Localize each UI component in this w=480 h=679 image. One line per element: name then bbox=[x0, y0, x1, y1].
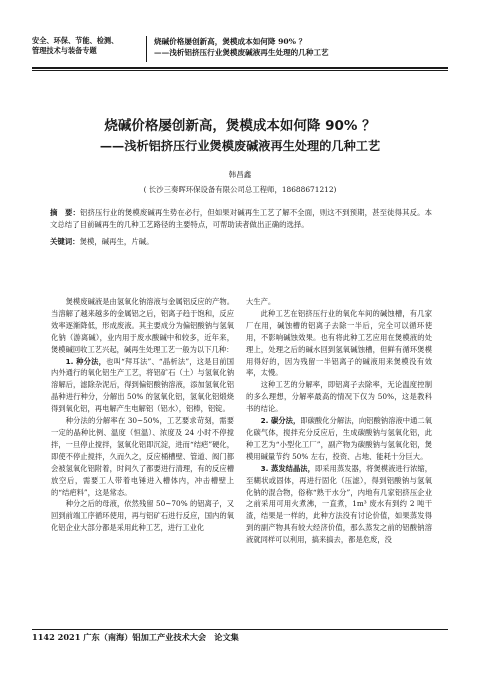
body-paragraph: 大生产。 bbox=[246, 297, 276, 306]
header-section-label bbox=[32, 36, 142, 56]
body-paragraph: 种分法的分解率在 30~50%，工艺要求苛刻，需要一定的晶种比例、温度（恒温）、浓度及 24 小时不停搅拌，一旦停止搅拌，氢氧化铝即沉淀，进而“结疤”硬化，即使不停止搅拌，久而久之，反应桶槽壁、管道、阀门都会被氢氧化铝附着，时间久了都要进行清理，有的反应槽放空后，需要工人带着电锤进入槽体内，冲击槽壁上的“结疤料”，这是常态。 bbox=[51, 416, 234, 497]
paper-subtitle: ——浅析铝挤压行业煲模废碱液再生处理的几种工艺 bbox=[99, 139, 381, 153]
page-footer: 1142 2021 广东（南海）铝加工产业技术大会 论文集 bbox=[32, 632, 239, 642]
body-paragraph: 煲模废碱液是由氢氧化钠溶液与金属铝反应的产物。当溶解了越来越多的金属铝之后，铝离子趋于饱和，反应效率逐渐降低，形成废液。其主要成分为偏铝酸钠与氢氧化钠（游离碱），业内用于废水酸碱中和较多，近年来，煲模碱回收工艺兴起，碱再生处理工艺一般为以下几种： bbox=[51, 297, 234, 354]
body-paragraph: 种分之后的母液，依然残留 50~70% 的铝离子，又回到前端工序循环使用，再与铝矿石进行反应，国内的氧化铝企业大部分都是采用此种工艺，进行工业化 bbox=[51, 499, 234, 533]
author-name: 韩昌鑫 bbox=[228, 170, 252, 179]
body-paragraph: 1. 种分法，也叫“拜耳法”、“晶析法”，这是目前国内外通行的氧化铝生产工艺，将铝矿石（土）与氢氧化钠溶解后，滤除杂泥后，得到偏铝酸钠溶液，添加氢氧化铝晶种进行种分，分解出 50% 的氢氧化铝，氢氧化铝煅烧得到氧化铝，再电解产生电解铝（铝水），铝棒，铝锭。 bbox=[51, 356, 234, 414]
header-section-line: 管理技术与装备专题 bbox=[32, 46, 97, 55]
author-affiliation: ( 长沙三奏晖环保设备有限公司总工程师，18688671212) bbox=[143, 185, 337, 194]
abstract bbox=[50, 207, 432, 231]
header-rule-thick bbox=[32, 67, 448, 69]
method-heading: 2. 碳分法， bbox=[260, 416, 301, 426]
keywords-text: 煲模，碱再生，片碱。 bbox=[79, 237, 154, 246]
header-divider bbox=[146, 36, 147, 62]
footer-rule bbox=[32, 629, 448, 630]
body-paragraph: 2. 碳分法，即碳酸化分解法，向铝酸钠溶液中通二氧化碳气体，搅拌充分反应后，生成碳酸钠与氢氧化铝，此种工艺为“小型化工厂”，副产物为碳酸钠与氢氧化铝，煲模用碱量节约 50% 左右，投资、占地、能耗十分巨大。 bbox=[246, 416, 432, 461]
running-header bbox=[32, 36, 448, 66]
header-section-line: 安全、环保、节能、检测、 bbox=[32, 36, 119, 45]
method-heading: 3. 蒸发结晶法， bbox=[260, 463, 315, 473]
header-rule-thin bbox=[32, 70, 448, 71]
method-heading: 1. 种分法， bbox=[65, 356, 107, 366]
header-title-line: ——浅析铝挤压行业煲模废碱液再生处理的几种工艺 bbox=[154, 48, 329, 57]
keywords bbox=[50, 236, 432, 248]
keywords-label: 关键词： bbox=[50, 237, 80, 246]
body-paragraph: 3. 蒸发结晶法，即采用蒸发器，将煲模液进行浓缩，至糊状或固体，再进行固化（压滤），得到铝酸钠与氢氧化钠的混合物，俗称“熟干水分”，内地有几家铝挤压企业之前采用可用火煮沸，一直煮，1m³ 废水有到约 2 吨干渣，结果是一样的，此种方法没有讨论价值，如果蒸发得到的副产物具有较大经济价值，那么蒸发之前的铝酸钠溶液就同样可以利用，搞来搞去，都是危废，没 bbox=[246, 463, 433, 545]
abstract-label: 摘 要： bbox=[50, 208, 80, 217]
body-paragraph: 这种工艺的分解率，即铝离子去除率，无论温度控制的多么理想，分解率最高的情况下仅为 50%，这是教科书的结论。 bbox=[246, 380, 432, 414]
left-column bbox=[51, 296, 234, 534]
body-paragraph: 此种工艺在铝挤压行业的氧化车间的碱蚀槽，有几家厂在用，碱蚀槽的铝离子去除一半后，完全可以循环使用，不影响碱蚀效果。也有将此种工艺应用在煲模液的处理上，处理之后的碱水回到氢氧碱蚀槽，但鲜有循环煲模用得好的，因为残留一半铝离子的碱液用来煲模没有效率，太慢。 bbox=[246, 308, 432, 378]
right-column bbox=[246, 296, 432, 546]
header-title-line: 烧碱价格屡创新高，煲模成本如何降 90% ？ bbox=[154, 37, 307, 46]
abstract-text: 铝挤压行业的煲模废碱再生势在必行，但如果对碱再生工艺了解不全面，则这不到预期，甚至徒得其反。本文总结了目前碱再生的几种工艺路径的主要特点，可帮助读者做出正确的选择。 bbox=[50, 208, 432, 229]
paper-title: 烧碱价格屡创新高，煲模成本如何降 90% ？ bbox=[104, 118, 376, 134]
header-paper-title bbox=[154, 36, 454, 58]
